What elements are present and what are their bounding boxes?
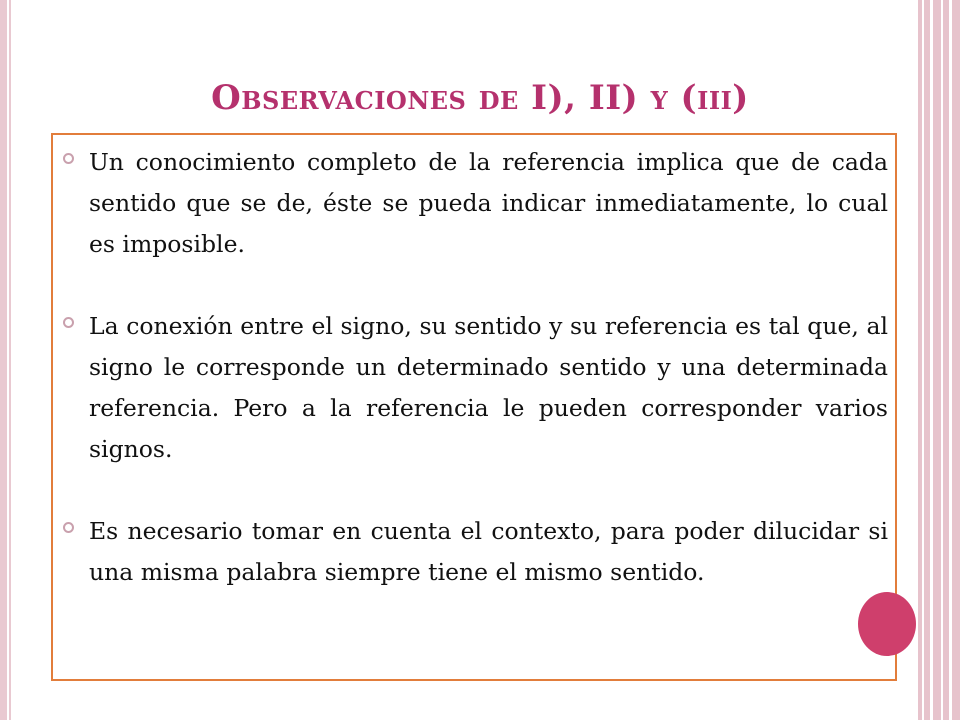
bullet-item — [60, 142, 888, 265]
bullet-item — [60, 306, 888, 470]
bullet-text: La conexión entre el signo, su sentido y su referencia es tal que, al signo le corresponde un determinado sentido y una determinada referencia. Pero a la referencia le pueden corresponder varios signos. — [89, 312, 888, 463]
bullet-item — [60, 511, 888, 593]
bullet-text: Es necesario tomar en cuenta el contexto, para poder dilucidar si una misma palabra siempre tiene el mismo sentido. — [89, 517, 888, 586]
slide-title: Observaciones de I), II) y (iii) — [211, 77, 749, 118]
decorative-accent-circle — [858, 592, 916, 656]
bullet-circle-icon — [63, 153, 74, 164]
bullet-circle-icon — [63, 317, 74, 328]
bullet-text: Un conocimiento completo de la referencia implica que de cada sentido que se de, éste se pueda indicar inmediatamente, lo cual es imposible. — [89, 148, 888, 258]
bullet-list — [60, 142, 888, 634]
bullet-circle-icon — [63, 522, 74, 533]
